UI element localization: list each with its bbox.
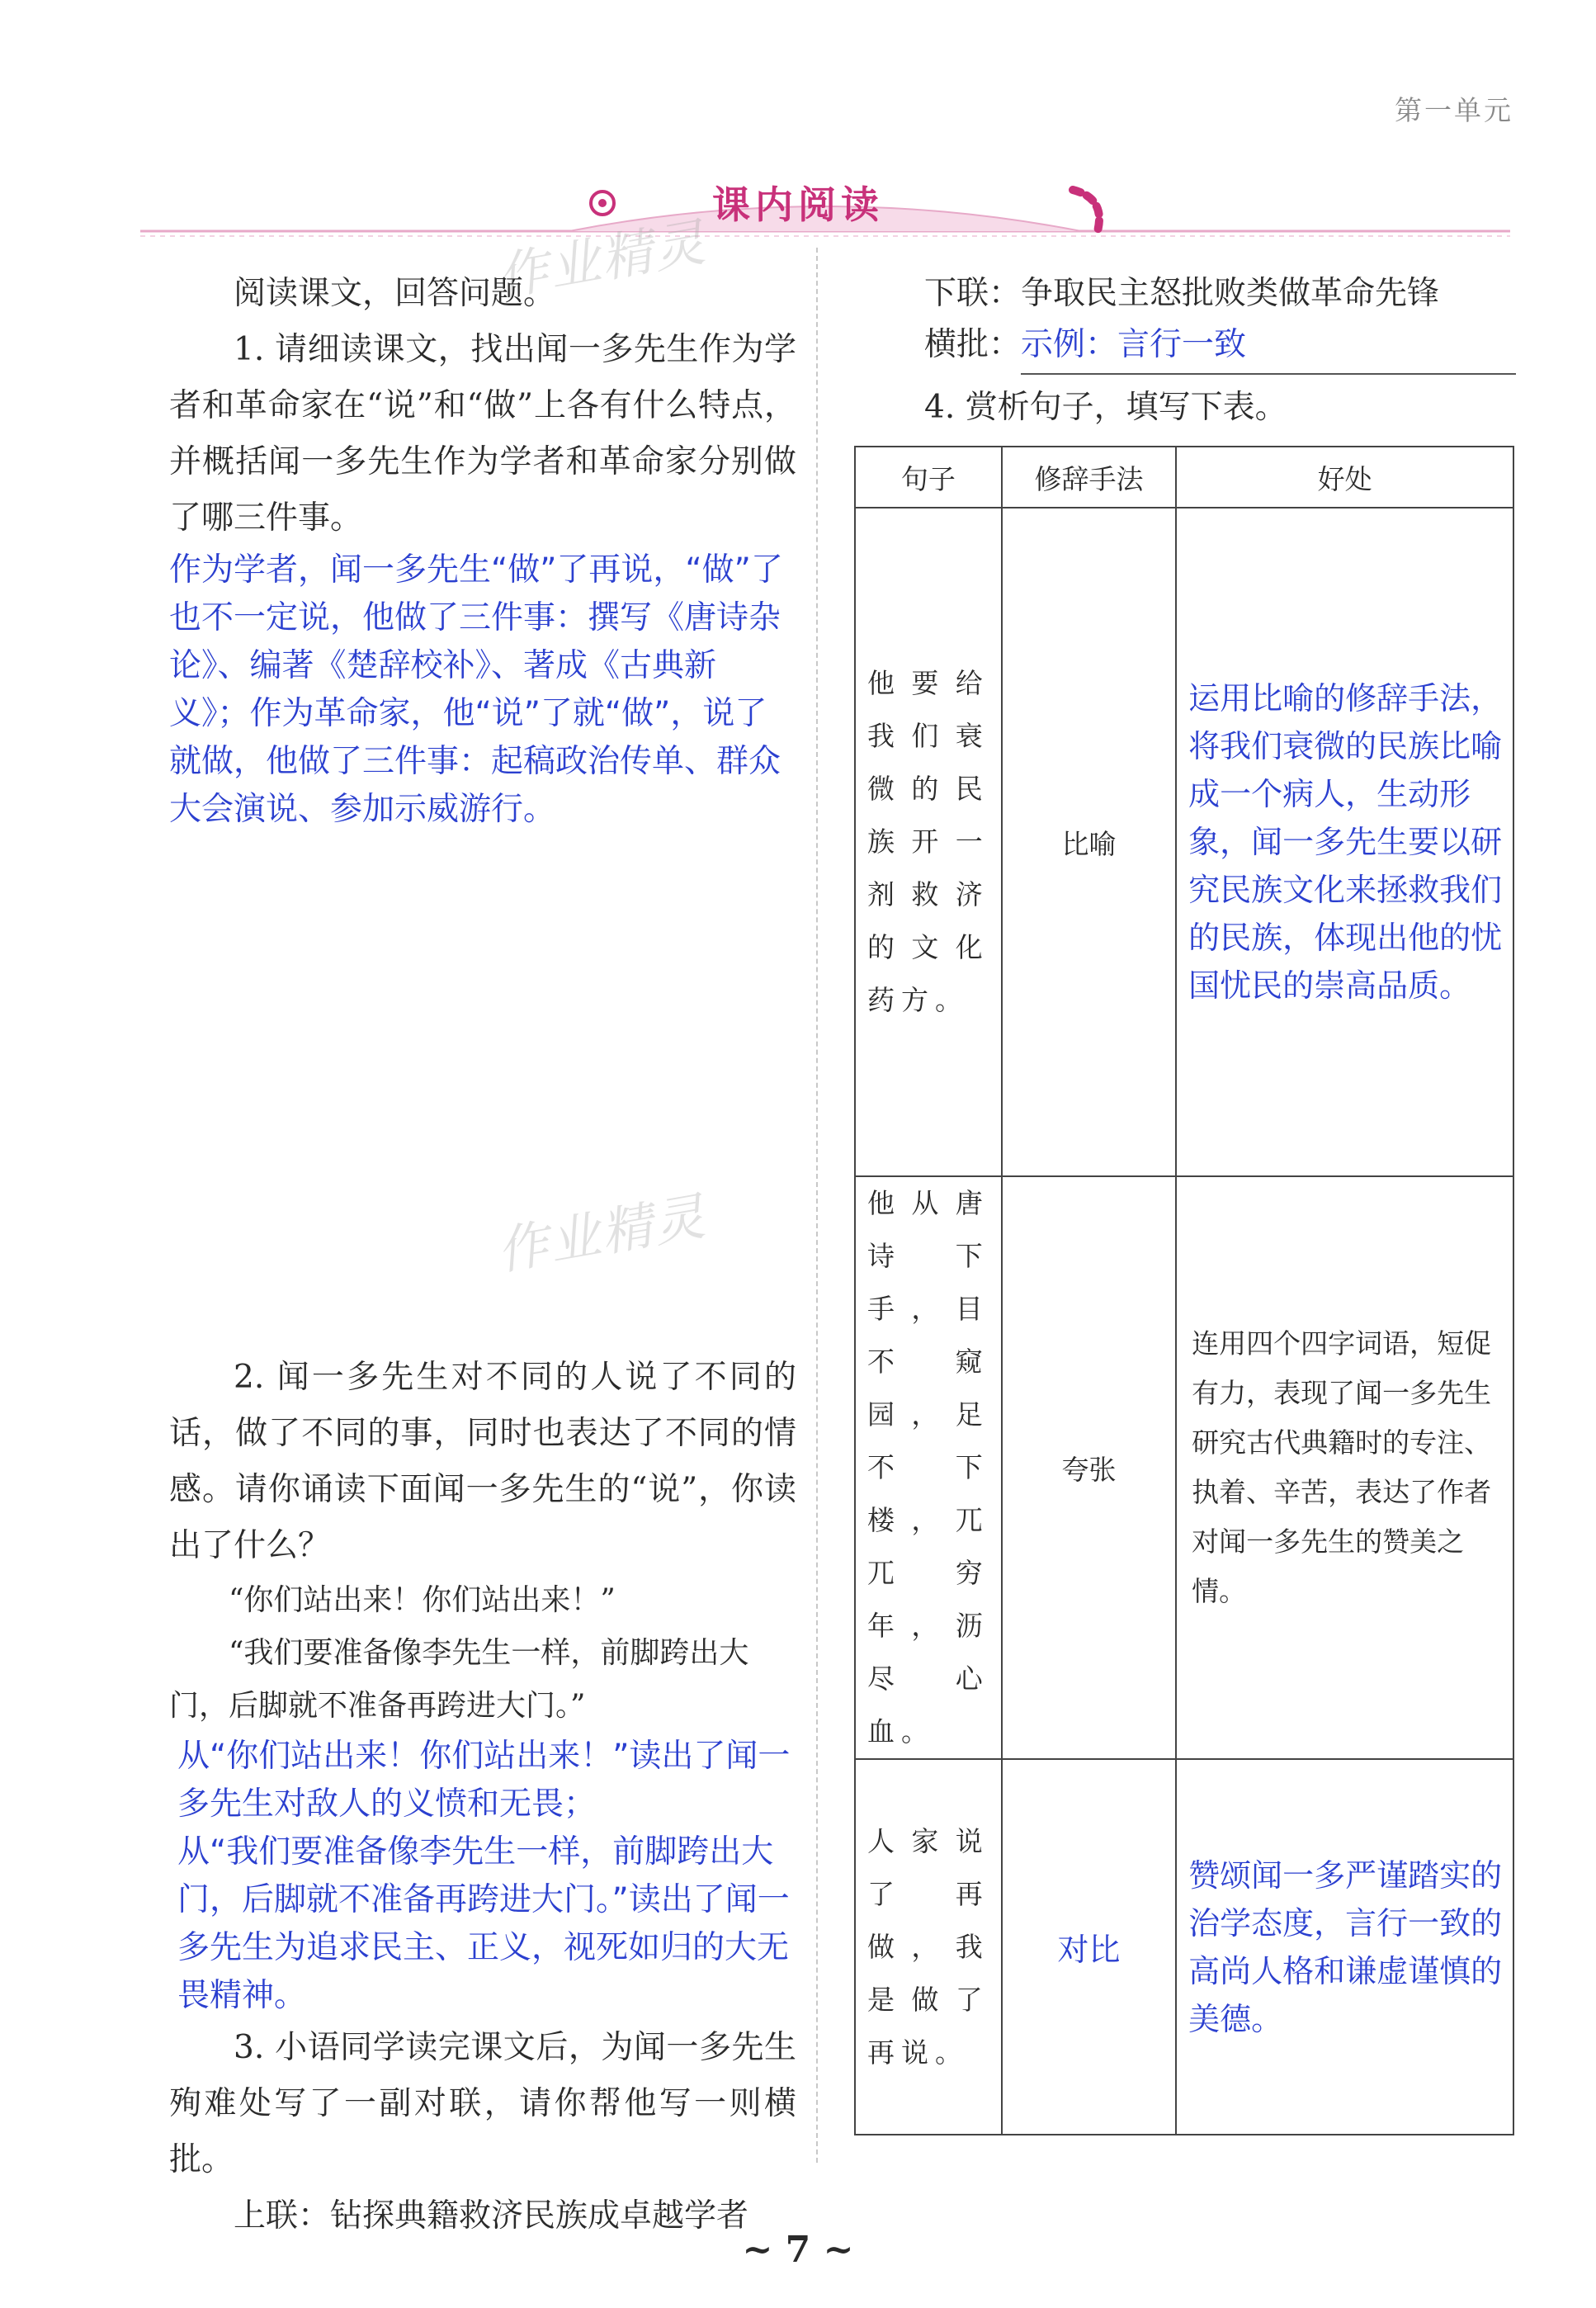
question-3: 3. 小语同学读完课文后，为闻一多先生殉难处写了一副对联，请你帮他写一则横批。	[169, 2029, 796, 2178]
left-column-lower	[169, 1350, 796, 2244]
answer-1: 作为学者，闻一多先生“做”了再说，“做”了也不一定说，他做了三件事：撰写《唐诗杂论》、编著《楚辞校补》、著成《古典新义》；作为革命家，他“说”了就“做”，说了就做，他做了三件事：起稿政治传单、群众大会演说、参加示威游行。	[169, 551, 783, 828]
row-2-sentence: 他从唐诗下手，目不窥园，足不下楼，兀兀穷年，沥尽心血。	[855, 1176, 1002, 1759]
row-3-sentence: 人家说了再做，我是做了再说。	[855, 1759, 1002, 2135]
question-1: 1. 请细读课文，找出闻一多先生作为学者和革命家在“说”和“做”上各有什么特点，并概括闻一多先生作为学者和革命家分别做了哪三件事。	[169, 331, 796, 537]
row-2-technique: 夸张	[1002, 1176, 1176, 1759]
watermark-top: 作业精灵	[492, 211, 711, 308]
couplet-banner-line	[924, 317, 1518, 375]
row-1-sentence: 他要给我们衰微的民族开一剂救济的文化药方。	[855, 508, 1002, 1176]
couplet-banner-answer: 示例：言行一致	[1021, 317, 1516, 375]
section-title: 课内阅读	[712, 182, 884, 227]
row-3-technique: 对比	[1002, 1759, 1176, 2135]
header-technique: 修辞手法	[1002, 447, 1176, 508]
watermark-middle: 作业精灵	[492, 1185, 711, 1282]
couplet-lower: 下联：争取民主怒批败类做革命先锋	[924, 275, 1440, 312]
header-sentence: 句子	[855, 447, 1002, 508]
row-3-benefit: 赞颂闻一多严谨踏实的治学态度，言行一致的高尚人格和谦虚谨慎的美德。	[1176, 1759, 1513, 2135]
couplet-upper: 上联：钻探典籍救济民族成卓越学者	[234, 2197, 749, 2235]
header-benefit: 好处	[1176, 447, 1513, 508]
column-divider	[816, 248, 818, 2163]
answer-2-part-1: 从“你们站出来！你们站出来！”读出了闻一多先生对敌人的义愤和无畏；	[177, 1738, 791, 1823]
row-1-benefit: 运用比喻的修辞手法，将我们衰微的民族比喻成一个病人，生动形象，闻一多先生要以研究民族文化来拯救我们的民族，体现出他的忧国忧民的崇高品质。	[1176, 508, 1513, 1176]
table-header-row	[855, 447, 1513, 508]
table-row	[855, 1176, 1513, 1759]
question-2: 2. 闻一多先生对不同的人说了不同的话，做了不同的事，同时也表达了不同的情感。请你诵读下面闻一多先生的“说”，你读出了什么？	[169, 1359, 796, 1564]
row-1-technique: 比喻	[1002, 508, 1176, 1176]
answer-2-part-2: 从“我们要准备像李先生一样，前脚跨出大门，后脚就不准备再跨进大门。”读出了闻一多先生为追求民主、正义，视死如归的大无畏精神。	[177, 1833, 790, 2014]
question-4: 4. 赏析句子，填写下表。	[924, 389, 1287, 426]
right-column	[924, 266, 1518, 436]
couplet-banner-label: 横批：	[924, 326, 1022, 363]
row-2-benefit: 连用四个四字词语，短促有力，表现了闻一多先生研究古代典籍时的专注、执着、辛苦，表达了作者对闻一多先生的赞美之情。	[1176, 1176, 1513, 1759]
analysis-table	[854, 446, 1514, 2135]
quote-2: “我们要准备像李先生一样，前脚跨出大门，后脚就不准备再跨进大门。”	[169, 1636, 749, 1723]
table-row	[855, 508, 1513, 1176]
intro-instruction: 阅读课文，回答问题。	[234, 275, 556, 312]
quote-1: “你们站出来！你们站出来！”	[229, 1583, 616, 1617]
unit-label: 第一单元	[1395, 94, 1513, 126]
page-number: ~ 7 ~	[742, 2229, 854, 2271]
left-column	[169, 266, 796, 834]
table-row	[855, 1759, 1513, 2135]
